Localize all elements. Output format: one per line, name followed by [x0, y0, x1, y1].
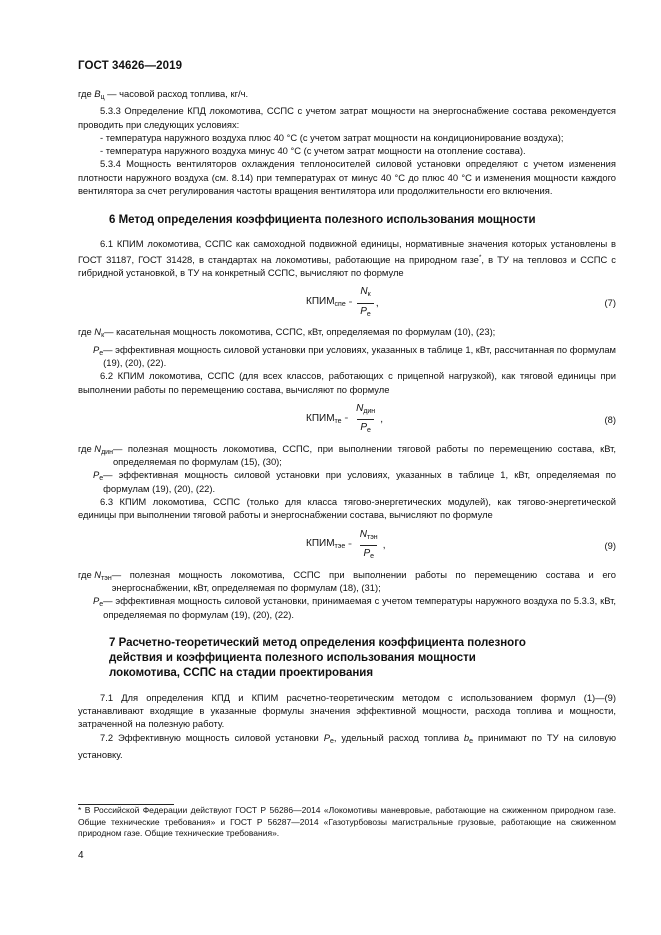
paragraph-6-2: 6.2 КПИМ локомотива, ССПС (для всех классов, работающих с прицепной нагрузкой), как тяговой единицы при выполнении работы по перемещению состава, вычисляют по формуле	[78, 370, 616, 395]
where-9: где $N_{тэн}$ — полезная мощность локомотива, ССПС при выполнении работы по перемещению состава и его энергоснабжении, кВт, определяемая по формулам (18), (31); $P_e$ — эффективная мощность силовой установки, принимаемая с учетом температуры наружного воздуха по 5.3.3, кВт, определяемая по формулам (19), (20), (22).	[78, 568, 616, 620]
where-7: где $N_к$ — касательная мощность локомотива, ССПС, кВт, определяемая по формулам (10), (23); $P_e$ — эффективная мощность силовой установки при условиях, указанных в таблице 1, кВт, рассчитанная по формулам (19), (20), (22).	[78, 326, 616, 368]
page-number: 4	[78, 850, 84, 861]
formula-number-9: (9)	[604, 539, 616, 551]
paragraph-6-1: 6.1 КПИМ локомотива, ССПС как самоходной подвижной единицы, нормативные значения которых установлены в ГОСТ 31187, ГОСТ 31428, в стандартах на локомотивы, работающие на природном газе*, в ТУ на тепловоз и ССПС с гибридной установкой, в ТУ на конкретный ССПС, вычисляют по формуле	[78, 238, 616, 279]
section-6-heading: 6 Метод определения коэффициента полезного использования мощности	[109, 214, 536, 227]
paragraph-5-3-4: 5.3.4 Мощность вентиляторов охлаждения теплоносителей силовой установки определяют с учетом изменения плотности наружного воздуха (см. 8.14) при температурах от минус 40 °С до плюс 40 °С и изменения мощности каждого вентилятора за счет регулирования частоты вращения вентилятора или продолжительности его включения.	[78, 158, 616, 197]
formula-number-8: (8)	[604, 413, 616, 425]
page-header: ГОСТ 34626—2019	[78, 60, 183, 72]
paragraph-6-3: 6.3 КПИМ локомотива, ССПС (только для класса тягово-энергетических модулей), как тягово-энергетической единицы при выполнении тяговой работы и энергоснабжении состава, вычисляют по формуле	[78, 496, 616, 521]
paragraph-7-1: 7.1 Для определения КПД и КПИМ расчетно-теоретическим методом с использованием формул (1)—(9) устанавливают входящие в указанные формулы значения эффективной мощности, расхода топлива и мощности, затраченной на полезную работу.	[78, 691, 616, 730]
paragraph-5-3-3: 5.3.3 Определение КПД локомотива, ССПС с учетом затрат мощности на энергоснабжение состава рекомендуется проводить при следующих условиях:	[78, 105, 616, 130]
formula-number-7: (7)	[604, 297, 616, 309]
condition-minus-40: - температура наружного воздуха минус 40 °С (с учетом затрат мощности на отопление состава).	[100, 145, 526, 157]
where-8: где $N_{дин}$ — полезная мощность локомотива, ССПС, при выполнении тяговой работы по перемещению состава, кВт, определяемая по формулам (15), (30); $P_e$ — эффективная мощность силовой установки при условиях, указанных в таблице 1, кВт, определяемая по формулам (19), (20), (22).	[78, 442, 616, 494]
formula-8: $КПИМ_{те}$ = $\frac{N_{дин}}{P_e}$ , (8)	[78, 400, 616, 436]
section-7-heading: 7 Расчетно-теоретический метод определения коэффициента полезного действия и коэффициента полезного использования мощности локомотива, ССПС на стадии проектирования	[109, 636, 526, 679]
paragraph-7-2: 7.2 Эффективную мощность силовой установки $P_e$, удельный расход топлива $b_e$ принимают по ТУ на силовую установку.	[78, 731, 616, 761]
where-bc: где $B_ц$ — часовой расход топлива, кг/ч.	[78, 88, 249, 101]
footnote: * В Российской Федерации действуют ГОСТ Р 56286—2014 «Локомотивы маневровые, работающие на сжиженном природном газе. Общие технические требования» и ГОСТ Р 56287—2014 «Газотурбовозы магистральные грузовые, работающие на сжиженном природном газе. Общие технические требования».	[78, 805, 616, 839]
formula-9: $КПИМ_{тэе}$ = $\frac{N_{тэн}}{P_e}$ , (9)	[78, 526, 616, 562]
document-body	[78, 87, 616, 761]
formula-7: $КПИМ_{спе}$ = $\frac{N_к}{P_e}$ , (7)	[78, 283, 616, 319]
condition-plus-40: - температура наружного воздуха плюс 40 °С (с учетом затрат мощности на кондиционирование воздуха);	[100, 131, 564, 143]
